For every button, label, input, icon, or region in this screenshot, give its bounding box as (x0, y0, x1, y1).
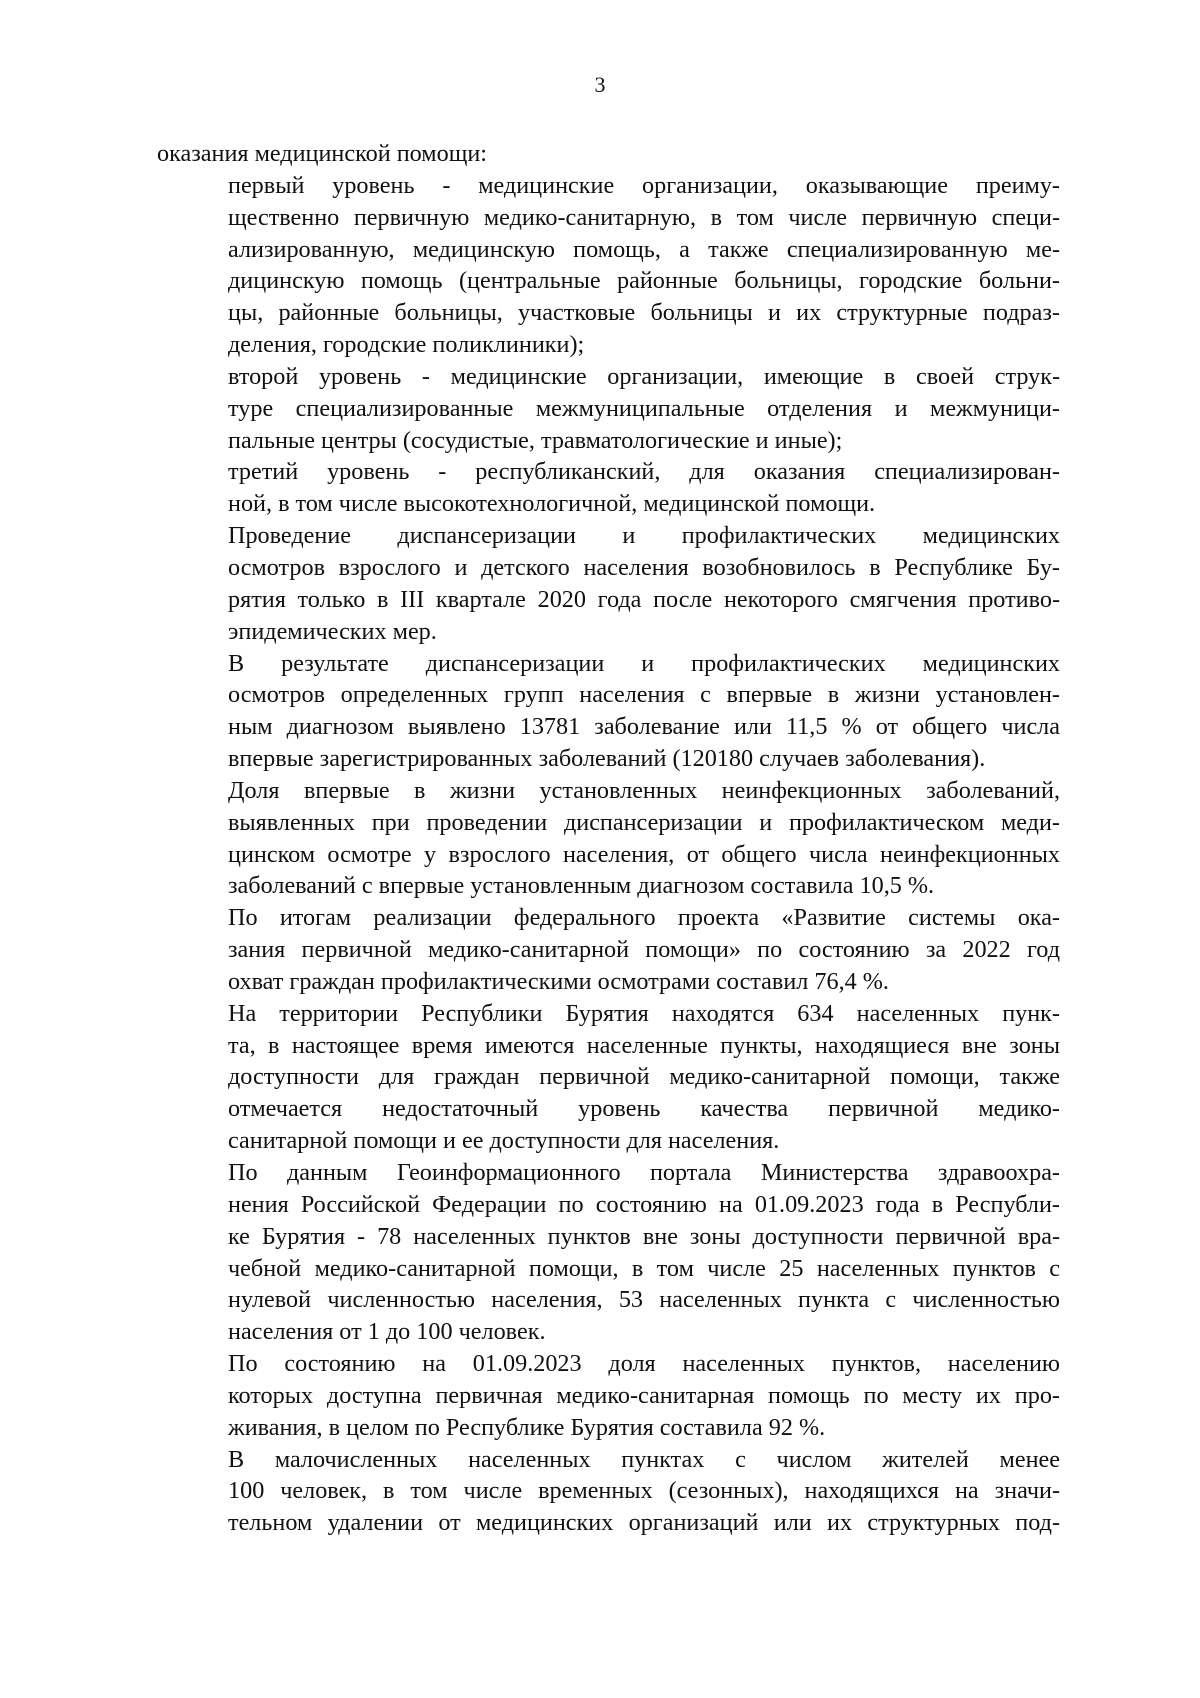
text-line: По итогам реализации федерального проекта «Развитие системы ока- (228, 904, 1060, 932)
text-line: ным диагнозом выявлено 13781 заболевание или 11,5 % от общего числа (228, 713, 1060, 741)
text-line: рятия только в III квартале 2020 года после некоторого смягчения противо- (228, 585, 1060, 613)
paragraph (157, 520, 1060, 647)
text-line: 100 человек, в том числе временных (сезонных), находящихся на значи- (228, 1477, 1060, 1505)
text-line: ке Бурятия - 78 населенных пунктов вне зоны доступности первичной вра- (228, 1222, 1060, 1250)
text-line: тельном удалении от медицинских организаций или их структурных под- (228, 1509, 1060, 1537)
text-line: первый уровень - медицинские организации, оказывающие преиму- (228, 171, 1060, 199)
text-line: отмечается недостаточный уровень качества первичной медико- (228, 1095, 1060, 1123)
text-line: оказания медицинской помощи: (157, 140, 487, 167)
text-line: По состоянию на 01.09.2023 доля населенных пунктов, населению (228, 1350, 1060, 1378)
paragraph (157, 902, 1060, 998)
text-line: выявленных при проведении диспансеризации и профилактическом меди- (228, 808, 1060, 836)
paragraph (157, 361, 1060, 457)
paragraph (157, 456, 1060, 520)
paragraph (157, 1157, 1060, 1348)
text-line: На территории Республики Бурятия находятся 634 населенных пунк- (228, 999, 1060, 1027)
text-line: В малочисленных населенных пунктах с числом жителей менее (228, 1445, 1060, 1473)
text-line: туре специализированные межмуниципальные отделения и межмуници- (228, 394, 1060, 422)
paragraph (157, 1444, 1060, 1540)
text-line: осмотров определенных групп населения с впервые в жизни установлен- (228, 681, 1060, 709)
page-number: 3 (594, 72, 606, 97)
text-line: заболеваний с впервые установленным диагнозом составила 10,5 %. (228, 872, 935, 900)
text-line: второй уровень - медицинские организации, имеющие в своей струк- (228, 362, 1060, 390)
text-line: щественно первичную медико-санитарную, в том числе первичную специ- (228, 203, 1060, 231)
text-line: та, в настоящее время имеются населенные пункты, находящиеся вне зоны (228, 1031, 1060, 1059)
text-line: третий уровень - республиканский, для оказания специализирован- (228, 458, 1060, 486)
paragraph (157, 138, 1060, 170)
paragraph (157, 648, 1060, 775)
text-line: деления, городские поликлиники); (228, 331, 585, 359)
paragraph (157, 1348, 1060, 1444)
text-line: которых доступна первичная медико-санитарная помощь по месту их про- (228, 1381, 1060, 1409)
text-line: пальные центры (сосудистые, травматологические и иные); (228, 426, 843, 454)
text-line: По данным Геоинформационного портала Министерства здравоохра- (228, 1159, 1060, 1186)
text-line: чебной медико-санитарной помощи, в том числе 25 населенных пунктов с (228, 1254, 1060, 1282)
text-line: живания, в целом по Республике Бурятия составила 92 %. (228, 1413, 826, 1441)
text-line: санитарной помощи и ее доступности для населения. (228, 1127, 780, 1155)
text-line: ализированную, медицинскую помощь, а также специализированную ме- (228, 235, 1060, 263)
paragraph (157, 998, 1060, 1157)
text-line: охват граждан профилактическими осмотрами составил 76,4 %. (228, 967, 889, 995)
document-body (157, 138, 1060, 1539)
text-line: доступности для граждан первичной медико-санитарной помощи, также (228, 1063, 1060, 1091)
text-line: ной, в том числе высокотехнологичной, медицинской помощи. (228, 490, 876, 518)
text-line: осмотров взрослого и детского населения возобновилось в Республике Бу- (228, 553, 1060, 581)
text-line: цы, районные больницы, участковые больницы и их структурные подраз- (228, 299, 1060, 327)
text-line: населения от 1 до 100 человек. (228, 1318, 546, 1346)
paragraph (157, 775, 1060, 902)
text-line: Проведение диспансеризации и профилактических медицинских (228, 522, 1060, 550)
text-line: эпидемических мер. (228, 617, 437, 645)
text-line: цинском осмотре у взрослого населения, от общего числа неинфекционных (228, 840, 1060, 868)
text-line: Доля впервые в жизни установленных неинфекционных заболеваний, (228, 776, 1060, 804)
text-line: зания первичной медико-санитарной помощи» по состоянию за 2022 год (228, 936, 1060, 964)
text-line: В результате диспансеризации и профилактических медицинских (228, 649, 1060, 677)
text-line: впервые зарегистрированных заболеваний (120180 случаев заболевания). (228, 745, 986, 773)
text-line: нулевой численностью населения, 53 населенных пункта с численностью (228, 1286, 1060, 1314)
text-line: нения Российской Федерации по состоянию на 01.09.2023 года в Республи- (228, 1190, 1060, 1218)
text-line: дицинскую помощь (центральные районные больницы, городские больни- (228, 267, 1060, 295)
paragraph (157, 170, 1060, 361)
